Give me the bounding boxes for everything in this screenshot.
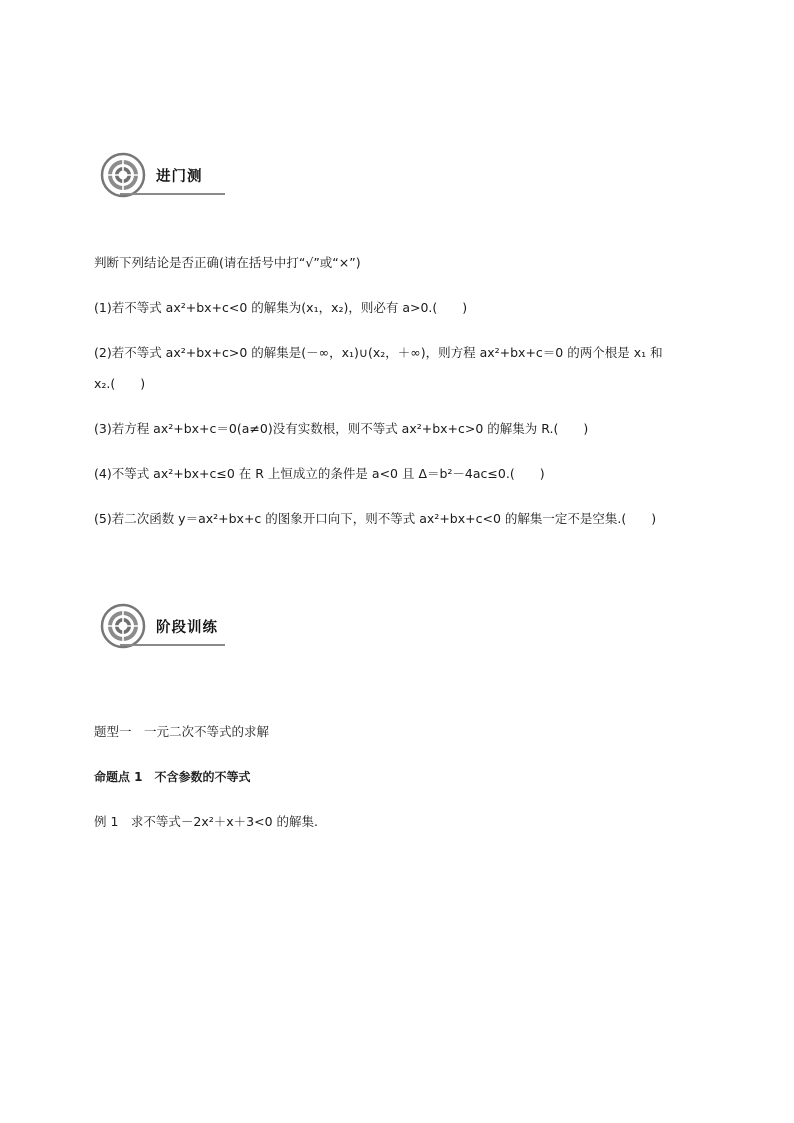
- judgement-item-5: (5)若二次函数 y＝ax²+bx+c 的图象开口向下，则不等式 ax²+bx+c<0 的解集一定不是空集.( ): [94, 511, 657, 526]
- section-title-intro: 进门测: [156, 169, 203, 185]
- section-underline: [120, 644, 225, 646]
- target-icon: [100, 152, 146, 198]
- section-header-training: [100, 603, 225, 649]
- proposition-point-label: 命题点 1 不含参数的不等式: [94, 770, 251, 784]
- judgement-item-2: (2)若不等式 ax²+bx+c>0 的解集是(－∞，x₁)∪(x₂，＋∞)，则方程 ax²+bx+c＝0 的两个根是 x₁ 和: [94, 345, 663, 360]
- instruction-text: 判断下列结论是否正确(请在括号中打“√”或“×”): [94, 255, 361, 270]
- problem-type-label: 题型一 一元二次不等式的求解: [94, 724, 270, 739]
- section-underline: [120, 193, 225, 195]
- section-title-training: 阶段训练: [156, 620, 218, 636]
- example-1-text: 例 1 求不等式－2x²＋x＋3<0 的解集.: [94, 814, 319, 829]
- judgement-item-1: (1)若不等式 ax²+bx+c<0 的解集为(x₁，x₂)，则必有 a>0.( ): [94, 300, 468, 315]
- judgement-item-3: (3)若方程 ax²+bx+c＝0(a≠0)没有实数根，则不等式 ax²+bx+c>0 的解集为 R.( ): [94, 421, 589, 436]
- section-header-intro: [100, 152, 225, 198]
- judgement-item-4: (4)不等式 ax²+bx+c≤0 在 R 上恒成立的条件是 a<0 且 Δ＝b²－4ac≤0.( ): [94, 466, 545, 481]
- judgement-item-2-continued: x₂.( ): [94, 376, 146, 391]
- target-icon: [100, 603, 146, 649]
